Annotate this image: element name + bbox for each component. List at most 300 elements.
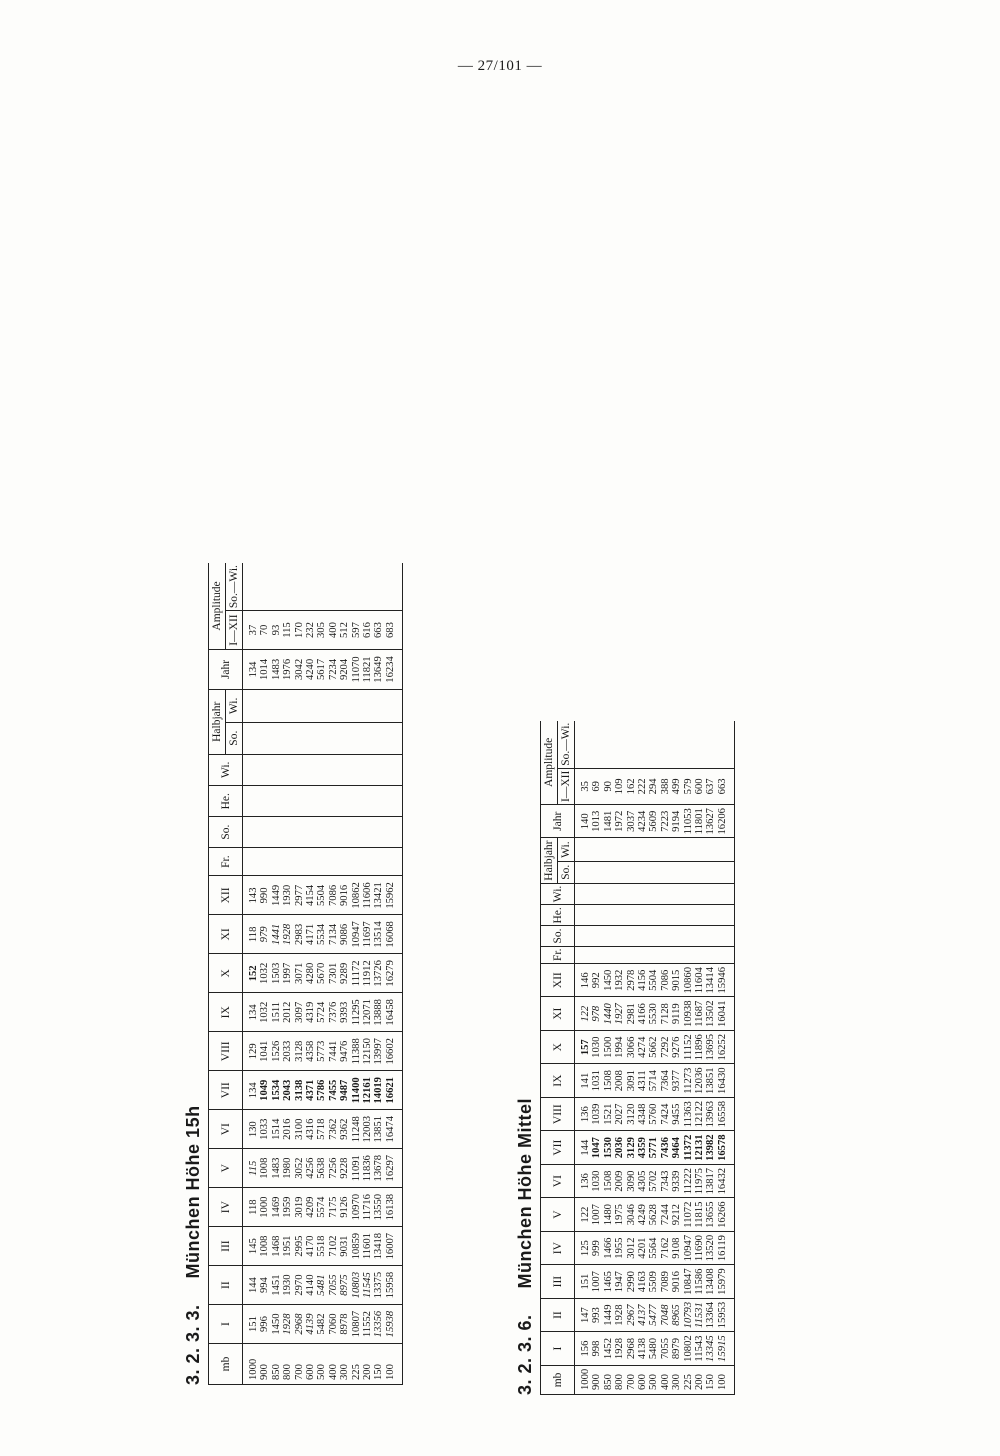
header-amplitude-sub: I—XII — [558, 768, 575, 804]
value-cell: 11606 — [362, 876, 373, 915]
value-cell — [243, 817, 260, 847]
value-cell: 992 — [591, 964, 602, 997]
value-cell: 9108 — [671, 1231, 682, 1264]
value-cell: 5518 — [316, 1227, 327, 1266]
value-cell — [614, 926, 625, 946]
value-cell: 5724 — [316, 993, 327, 1032]
value-cell: 12071 — [362, 993, 373, 1032]
value-cell — [705, 905, 716, 926]
header-month-vii: VII — [541, 1131, 575, 1164]
value-cell — [339, 563, 350, 611]
value-cell: 170 — [294, 611, 305, 650]
value-cell: 7376 — [328, 993, 339, 1032]
header-season: Fr. — [541, 946, 575, 963]
value-cell: 9339 — [671, 1164, 682, 1197]
value-cell: 10970 — [351, 1188, 362, 1227]
value-cell — [385, 847, 403, 876]
value-cell: 11222 — [683, 1164, 694, 1197]
value-cell: 1997 — [282, 954, 293, 993]
value-cell — [637, 905, 648, 926]
value-cell: 16119 — [717, 1231, 735, 1264]
value-cell: 134 — [243, 649, 260, 689]
value-cell: 2977 — [294, 876, 305, 915]
value-cell: 1469 — [271, 1188, 282, 1227]
value-cell: 978 — [591, 997, 602, 1030]
value-cell: 2995 — [294, 1227, 305, 1266]
value-cell: 1927 — [614, 997, 625, 1030]
value-cell: 1481 — [603, 805, 614, 838]
header-month-xi: XI — [209, 915, 243, 954]
value-cell: 13726 — [373, 954, 384, 993]
value-cell: 13364 — [705, 1298, 716, 1331]
table-row — [683, 721, 694, 1395]
value-cell: 11896 — [694, 1030, 705, 1063]
value-cell: 16007 — [385, 1227, 403, 1266]
value-cell: 14019 — [373, 1071, 384, 1110]
header-month-x: X — [541, 1030, 575, 1063]
value-cell: 998 — [591, 1332, 602, 1365]
value-cell: 13627 — [705, 805, 716, 838]
value-cell: 16041 — [717, 997, 735, 1030]
value-cell — [575, 861, 592, 883]
value-cell: 3052 — [294, 1149, 305, 1188]
value-cell: 1032 — [259, 993, 270, 1032]
section-number: 3. 2. 3. 6. — [515, 1314, 535, 1395]
value-cell — [294, 847, 305, 876]
value-cell: 11697 — [362, 915, 373, 954]
value-cell — [373, 722, 384, 754]
value-cell — [637, 883, 648, 904]
value-cell: 7234 — [328, 649, 339, 689]
value-cell: 9487 — [339, 1071, 350, 1110]
table-section-mittel — [510, 721, 735, 1395]
value-cell — [362, 754, 373, 785]
value-cell: 122 — [575, 997, 592, 1030]
value-cell — [294, 817, 305, 847]
header-month-viii: VIII — [541, 1097, 575, 1130]
value-cell: 9476 — [339, 1032, 350, 1071]
value-cell — [294, 690, 305, 723]
value-cell: 15938 — [385, 1305, 403, 1344]
value-cell — [626, 946, 637, 963]
value-cell: 579 — [683, 768, 694, 804]
value-cell: 388 — [660, 768, 671, 804]
value-cell: 1441 — [271, 915, 282, 954]
value-cell: 13817 — [705, 1164, 716, 1197]
value-cell — [626, 838, 637, 861]
value-cell: 4156 — [637, 964, 648, 997]
value-cell — [305, 722, 316, 754]
value-cell — [259, 563, 270, 611]
value-cell: 1450 — [603, 964, 614, 997]
value-cell: 7175 — [328, 1188, 339, 1227]
value-cell — [259, 722, 270, 754]
value-cell: 499 — [671, 768, 682, 804]
value-cell: 4305 — [637, 1164, 648, 1197]
header-amplitude: Amplitude — [209, 563, 226, 649]
value-cell: 16602 — [385, 1032, 403, 1071]
value-cell: 5617 — [316, 649, 327, 689]
value-cell — [362, 847, 373, 876]
value-cell: 1049 — [259, 1071, 270, 1110]
value-cell: 13695 — [705, 1030, 716, 1063]
value-cell: 4371 — [305, 1071, 316, 1110]
value-cell: 1955 — [614, 1231, 625, 1264]
table-row — [351, 563, 362, 1385]
value-cell: 5564 — [648, 1231, 659, 1264]
value-cell: 1000 — [259, 1188, 270, 1227]
value-cell: 9377 — [671, 1064, 682, 1097]
value-cell: 16621 — [385, 1071, 403, 1110]
value-cell — [328, 817, 339, 847]
value-cell — [305, 847, 316, 876]
value-cell: 7223 — [660, 805, 671, 838]
value-cell: 1932 — [614, 964, 625, 997]
value-cell: 663 — [373, 611, 384, 650]
value-cell — [294, 563, 305, 611]
value-cell: 7292 — [660, 1030, 671, 1063]
value-cell: 2012 — [282, 993, 293, 1032]
value-cell: 1468 — [271, 1227, 282, 1266]
value-cell — [694, 905, 705, 926]
value-cell: 3138 — [294, 1071, 305, 1110]
value-cell: 15979 — [717, 1265, 735, 1298]
value-cell: 16458 — [385, 993, 403, 1032]
value-cell — [637, 838, 648, 861]
value-cell — [683, 946, 694, 963]
value-cell — [683, 905, 694, 926]
value-cell: 13963 — [705, 1097, 716, 1130]
header-season: So. — [209, 817, 243, 847]
table-row — [575, 721, 592, 1395]
value-cell: 7162 — [660, 1231, 671, 1264]
value-cell — [705, 883, 716, 904]
value-cell: 3097 — [294, 993, 305, 1032]
value-cell: 1008 — [259, 1149, 270, 1188]
value-cell — [282, 563, 293, 611]
value-cell: 11716 — [362, 1188, 373, 1227]
value-cell: 11815 — [694, 1198, 705, 1231]
value-cell: 994 — [259, 1266, 270, 1305]
value-cell — [351, 690, 362, 723]
value-cell: 999 — [591, 1231, 602, 1264]
value-cell: 13997 — [373, 1032, 384, 1071]
value-cell: 11975 — [694, 1164, 705, 1197]
value-cell: 9276 — [671, 1030, 682, 1063]
value-cell: 4358 — [305, 1032, 316, 1071]
table-row — [637, 721, 648, 1395]
value-cell — [603, 905, 614, 926]
value-cell — [660, 861, 671, 883]
value-cell: 993 — [591, 1298, 602, 1331]
header-month-iii: III — [541, 1265, 575, 1298]
value-cell — [614, 946, 625, 963]
value-cell — [694, 838, 705, 861]
value-cell — [614, 905, 625, 926]
level-cell: 400 — [660, 1365, 671, 1394]
value-cell — [683, 926, 694, 946]
value-cell: 1951 — [282, 1227, 293, 1266]
table-row — [385, 563, 403, 1385]
value-cell: 10793 — [683, 1298, 694, 1331]
value-cell: 16279 — [385, 954, 403, 993]
value-cell — [373, 754, 384, 785]
value-cell — [373, 817, 384, 847]
value-cell: 7086 — [328, 876, 339, 915]
value-cell — [694, 721, 705, 769]
value-cell: 11388 — [351, 1032, 362, 1071]
value-cell: 1503 — [271, 954, 282, 993]
value-cell: 4163 — [637, 1265, 648, 1298]
value-cell — [683, 721, 694, 769]
value-cell: 9212 — [671, 1198, 682, 1231]
value-cell — [362, 563, 373, 611]
value-cell — [705, 946, 716, 963]
level-cell: 800 — [614, 1365, 625, 1394]
value-cell: 1928 — [282, 915, 293, 954]
value-cell: 5609 — [648, 805, 659, 838]
value-cell: 1480 — [603, 1198, 614, 1231]
table-section-15h — [178, 563, 403, 1385]
value-cell: 11690 — [694, 1231, 705, 1264]
level-cell: 300 — [339, 1344, 350, 1385]
value-cell: 118 — [243, 915, 260, 954]
value-cell — [316, 563, 327, 611]
value-cell: 11400 — [351, 1071, 362, 1110]
value-cell — [385, 722, 403, 754]
value-cell — [637, 926, 648, 946]
value-cell: 136 — [575, 1097, 592, 1130]
header-month-i: I — [209, 1305, 243, 1344]
value-cell: 1508 — [603, 1064, 614, 1097]
header-month-x: X — [209, 954, 243, 993]
value-cell: 1030 — [591, 1030, 602, 1063]
value-cell: 8978 — [339, 1305, 350, 1344]
value-cell: 305 — [316, 611, 327, 650]
value-cell: 11586 — [694, 1265, 705, 1298]
header-month-iii: III — [209, 1227, 243, 1266]
value-cell: 16206 — [717, 805, 735, 838]
value-cell: 11273 — [683, 1064, 694, 1097]
value-cell: 1959 — [282, 1188, 293, 1227]
value-cell: 9204 — [339, 649, 350, 689]
table-row — [626, 721, 637, 1395]
value-cell — [305, 563, 316, 611]
value-cell: 4137 — [637, 1298, 648, 1331]
table-row — [305, 563, 316, 1385]
header-month-xii: XII — [541, 964, 575, 997]
value-cell: 13502 — [705, 997, 716, 1030]
value-cell: 7343 — [660, 1164, 671, 1197]
value-cell: 5574 — [316, 1188, 327, 1227]
value-cell — [626, 721, 637, 769]
value-cell — [385, 754, 403, 785]
value-cell: 2970 — [294, 1266, 305, 1305]
value-cell: 11836 — [362, 1149, 373, 1188]
value-cell: 15953 — [717, 1298, 735, 1331]
value-cell — [316, 690, 327, 723]
value-cell: 118 — [243, 1188, 260, 1227]
value-cell: 16578 — [717, 1131, 735, 1164]
value-cell — [305, 817, 316, 847]
value-cell — [575, 883, 592, 904]
value-cell: 10860 — [683, 964, 694, 997]
value-cell: 1030 — [591, 1164, 602, 1197]
value-cell: 2968 — [294, 1305, 305, 1344]
table-row — [717, 721, 735, 1395]
value-cell — [316, 786, 327, 817]
value-cell — [259, 786, 270, 817]
value-cell — [328, 690, 339, 723]
value-cell — [305, 786, 316, 817]
value-cell — [626, 926, 637, 946]
value-cell — [591, 883, 602, 904]
value-cell: 2027 — [614, 1097, 625, 1130]
value-cell: 7048 — [660, 1298, 671, 1331]
value-cell — [683, 861, 694, 883]
value-cell: 11552 — [362, 1305, 373, 1344]
value-cell: 9015 — [671, 964, 682, 997]
value-cell — [282, 817, 293, 847]
value-cell: 1041 — [259, 1032, 270, 1071]
value-cell: 7086 — [660, 964, 671, 997]
header-month-vi: VI — [209, 1110, 243, 1149]
value-cell: 11070 — [351, 649, 362, 689]
value-cell: 13888 — [373, 993, 384, 1032]
value-cell: 16138 — [385, 1188, 403, 1227]
value-cell — [603, 946, 614, 963]
value-cell: 5670 — [316, 954, 327, 993]
value-cell: 4348 — [637, 1097, 648, 1130]
value-cell: 115 — [282, 611, 293, 650]
value-cell: 146 — [575, 964, 592, 997]
value-cell: 13851 — [705, 1064, 716, 1097]
value-cell — [717, 946, 735, 963]
value-cell — [362, 690, 373, 723]
value-cell — [282, 847, 293, 876]
value-cell — [351, 722, 362, 754]
value-cell: 2983 — [294, 915, 305, 954]
value-cell: 4249 — [637, 1198, 648, 1231]
value-cell: 9194 — [671, 805, 682, 838]
value-cell: 11601 — [362, 1227, 373, 1266]
value-cell: 8979 — [671, 1332, 682, 1365]
value-cell: 7089 — [660, 1265, 671, 1298]
value-cell: 13345 — [705, 1332, 716, 1365]
value-cell: 7424 — [660, 1097, 671, 1130]
value-cell — [637, 861, 648, 883]
value-cell — [591, 905, 602, 926]
value-cell: 3012 — [626, 1231, 637, 1264]
value-cell: 16430 — [717, 1064, 735, 1097]
value-cell — [351, 847, 362, 876]
value-cell — [339, 754, 350, 785]
value-cell: 10807 — [351, 1305, 362, 1344]
value-cell: 7256 — [328, 1149, 339, 1188]
value-cell — [362, 786, 373, 817]
value-cell: 232 — [305, 611, 316, 650]
value-cell — [648, 926, 659, 946]
value-cell: 10947 — [351, 915, 362, 954]
value-cell: 16252 — [717, 1030, 735, 1063]
value-cell: 9393 — [339, 993, 350, 1032]
value-cell — [328, 754, 339, 785]
value-cell: 5786 — [316, 1071, 327, 1110]
value-cell — [683, 883, 694, 904]
table-row — [373, 563, 384, 1385]
value-cell: 70 — [259, 611, 270, 650]
value-cell: 1975 — [614, 1198, 625, 1231]
header-amplitude-sub: So.—Wi. — [226, 563, 243, 611]
value-cell: 13520 — [705, 1231, 716, 1264]
level-cell: 600 — [305, 1344, 316, 1385]
value-cell — [362, 817, 373, 847]
value-cell — [385, 563, 403, 611]
value-cell — [294, 786, 305, 817]
value-cell — [339, 690, 350, 723]
value-cell: 4280 — [305, 954, 316, 993]
table-row — [328, 563, 339, 1385]
value-cell — [575, 838, 592, 861]
value-cell — [271, 722, 282, 754]
table-row — [591, 721, 602, 1395]
value-cell: 7364 — [660, 1064, 671, 1097]
value-cell — [271, 847, 282, 876]
value-cell: 1483 — [271, 649, 282, 689]
value-cell: 144 — [243, 1266, 260, 1305]
value-cell: 1521 — [603, 1097, 614, 1130]
value-cell — [717, 883, 735, 904]
value-cell — [694, 946, 705, 963]
value-cell: 3066 — [626, 1030, 637, 1063]
value-cell: 12003 — [362, 1110, 373, 1149]
value-cell: 134 — [243, 1071, 260, 1110]
value-cell — [362, 722, 373, 754]
value-cell: 5482 — [316, 1305, 327, 1344]
value-cell: 13421 — [373, 876, 384, 915]
value-cell: 3129 — [626, 1131, 637, 1164]
level-cell: 150 — [373, 1344, 384, 1385]
value-cell: 93 — [271, 611, 282, 650]
value-cell: 9086 — [339, 915, 350, 954]
value-cell — [648, 861, 659, 883]
value-cell: 4139 — [305, 1305, 316, 1344]
value-cell: 1007 — [591, 1265, 602, 1298]
value-cell: 11531 — [694, 1298, 705, 1331]
value-cell: 979 — [259, 915, 270, 954]
value-cell: 151 — [243, 1305, 260, 1344]
level-cell: 700 — [294, 1344, 305, 1385]
value-cell: 7134 — [328, 915, 339, 954]
value-cell — [282, 754, 293, 785]
value-cell: 7441 — [328, 1032, 339, 1071]
value-cell: 512 — [339, 611, 350, 650]
value-cell — [243, 722, 260, 754]
value-cell: 9455 — [671, 1097, 682, 1130]
value-cell: 1440 — [603, 997, 614, 1030]
value-cell: 996 — [259, 1305, 270, 1344]
value-cell: 4256 — [305, 1149, 316, 1188]
header-month-v: V — [209, 1149, 243, 1188]
value-cell — [637, 946, 648, 963]
level-cell: 500 — [648, 1365, 659, 1394]
value-cell — [671, 926, 682, 946]
value-cell: 3046 — [626, 1198, 637, 1231]
value-cell: 4274 — [637, 1030, 648, 1063]
header-season: Wi. — [209, 754, 243, 785]
value-cell — [648, 883, 659, 904]
table-row — [282, 563, 293, 1385]
